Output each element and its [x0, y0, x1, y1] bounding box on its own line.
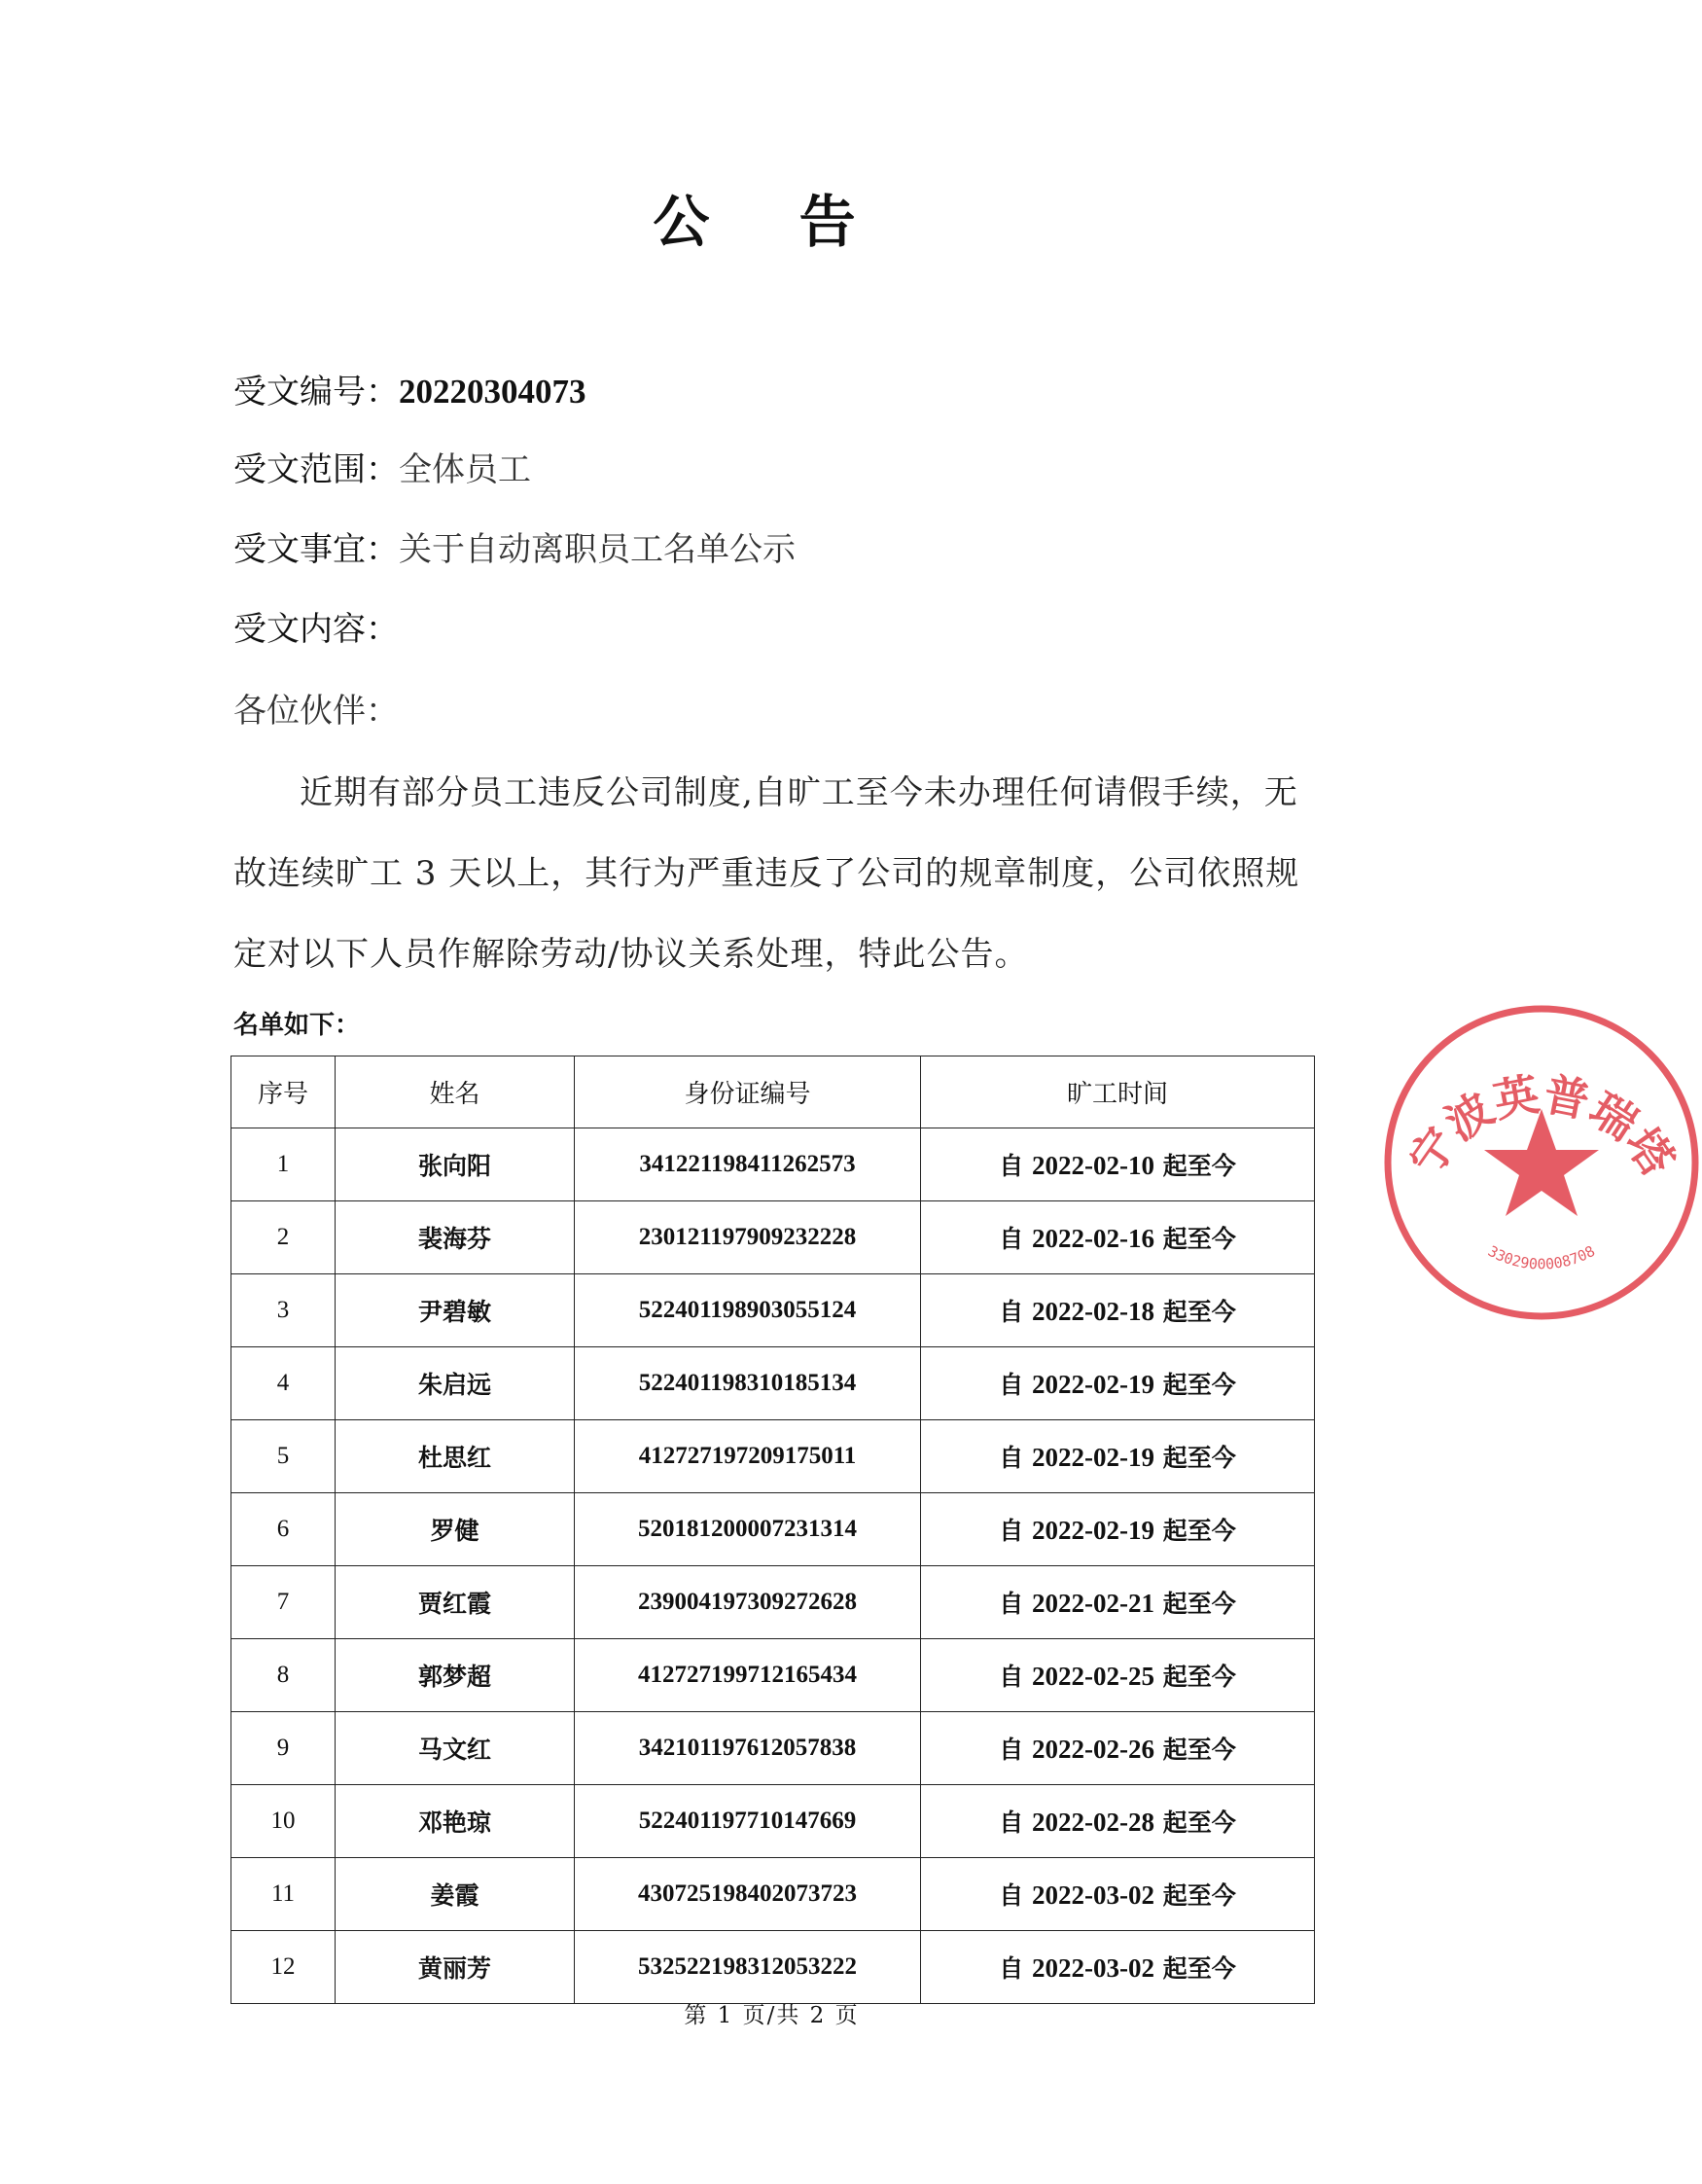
- meta-scope-value: 全体员工: [399, 450, 531, 489]
- row-no: 3: [231, 1274, 336, 1347]
- row-absence-time: [921, 1712, 1315, 1785]
- row-absence-time: [921, 1201, 1315, 1274]
- absence-start-date: 2022-02-28: [1032, 1808, 1154, 1837]
- table-row: [231, 1420, 1315, 1493]
- table-row: [231, 1347, 1315, 1420]
- row-absence-time: [921, 1566, 1315, 1639]
- row-name: 张向阳: [336, 1128, 575, 1201]
- time-prefix: 自: [999, 1736, 1024, 1764]
- time-prefix: 自: [999, 1590, 1024, 1618]
- table-body: [231, 1128, 1315, 2004]
- row-name: 杜思红: [336, 1420, 575, 1493]
- meta-content: [233, 605, 399, 654]
- time-suffix: 起至今: [1162, 1444, 1236, 1472]
- row-absence-time: [921, 1931, 1315, 2004]
- row-name: 黄丽芳: [336, 1931, 575, 2004]
- row-no: 2: [231, 1201, 336, 1274]
- time-prefix: 自: [999, 1808, 1024, 1837]
- table-row: [231, 1639, 1315, 1712]
- list-label: 名单如下：: [233, 1011, 361, 1040]
- row-id-number: 239004197309272628: [575, 1566, 921, 1639]
- row-id-number: 522401197710147669: [575, 1785, 921, 1858]
- meta-doc-number-label: 受文编号：: [233, 373, 399, 412]
- seal-code: 3302900008708: [1485, 1241, 1598, 1273]
- header-time: 旷工时间: [921, 1056, 1315, 1128]
- row-absence-time: [921, 1493, 1315, 1566]
- time-suffix: 起至今: [1162, 1298, 1236, 1326]
- row-name: 罗健: [336, 1493, 575, 1566]
- time-suffix: 起至今: [1162, 1152, 1236, 1180]
- table-row: [231, 1201, 1315, 1274]
- row-absence-time: [921, 1858, 1315, 1931]
- time-suffix: 起至今: [1162, 1225, 1236, 1253]
- row-absence-time: [921, 1347, 1315, 1420]
- time-prefix: 自: [999, 1954, 1024, 1983]
- header-id: 身份证编号: [575, 1056, 921, 1128]
- row-id-number: 230121197909232228: [575, 1201, 921, 1274]
- row-id-number: 522401198310185134: [575, 1347, 921, 1420]
- time-prefix: 自: [999, 1152, 1024, 1180]
- absence-start-date: 2022-02-19: [1032, 1370, 1154, 1399]
- table-row: [231, 1493, 1315, 1566]
- table-row: [231, 1566, 1315, 1639]
- row-no: 12: [231, 1931, 336, 2004]
- row-id-number: 430725198402073723: [575, 1858, 921, 1931]
- absence-start-date: 2022-02-18: [1032, 1297, 1154, 1326]
- greeting: 各位伙伴：: [233, 692, 399, 731]
- seal-stamp-icon: [1381, 1002, 1702, 1323]
- company-seal: [1381, 1002, 1684, 1323]
- table-row: [231, 1712, 1315, 1785]
- time-prefix: 自: [999, 1663, 1024, 1691]
- table-row: [231, 1785, 1315, 1858]
- table-row: [231, 1858, 1315, 1931]
- row-no: 6: [231, 1493, 336, 1566]
- time-suffix: 起至今: [1162, 1517, 1236, 1545]
- absence-start-date: 2022-02-26: [1032, 1735, 1154, 1764]
- time-prefix: 自: [999, 1298, 1024, 1326]
- header-no: 序号: [231, 1056, 336, 1128]
- header-name: 姓名: [336, 1056, 575, 1128]
- row-id-number: 342101197612057838: [575, 1712, 921, 1785]
- row-id-number: 412727199712165434: [575, 1639, 921, 1712]
- absence-start-date: 2022-02-21: [1032, 1589, 1154, 1618]
- row-name: 马文红: [336, 1712, 575, 1785]
- row-id-number: 522401198903055124: [575, 1274, 921, 1347]
- row-name: 贾红霞: [336, 1566, 575, 1639]
- employee-table: [230, 1056, 1315, 2004]
- absence-start-date: 2022-02-16: [1032, 1224, 1154, 1253]
- absence-start-date: 2022-02-19: [1032, 1443, 1154, 1472]
- row-name: 姜霞: [336, 1858, 575, 1931]
- row-name: 邓艳琼: [336, 1785, 575, 1858]
- row-id-number: 412727197209175011: [575, 1420, 921, 1493]
- time-suffix: 起至今: [1162, 1881, 1236, 1910]
- meta-subject-value: 关于自动离职员工名单公示: [399, 530, 796, 569]
- notice-title: 公 告: [653, 189, 891, 255]
- row-no: 7: [231, 1566, 336, 1639]
- row-id-number: 341221198411262573: [575, 1128, 921, 1201]
- time-suffix: 起至今: [1162, 1590, 1236, 1618]
- time-suffix: 起至今: [1162, 1371, 1236, 1399]
- seal-text: 宁波英普瑞塔: [1399, 1067, 1684, 1185]
- table-row: [231, 1931, 1315, 2004]
- time-suffix: 起至今: [1162, 1736, 1236, 1764]
- row-no: 9: [231, 1712, 336, 1785]
- time-prefix: 自: [999, 1881, 1024, 1910]
- time-suffix: 起至今: [1162, 1663, 1236, 1691]
- time-suffix: 起至今: [1162, 1808, 1236, 1837]
- time-prefix: 自: [999, 1517, 1024, 1545]
- meta-doc-number-value: 20220304073: [399, 373, 586, 411]
- absence-start-date: 2022-03-02: [1032, 1880, 1154, 1910]
- meta-scope: [233, 446, 531, 494]
- time-prefix: 自: [999, 1225, 1024, 1253]
- row-no: 1: [231, 1128, 336, 1201]
- row-id-number: 532522198312053222: [575, 1931, 921, 2004]
- time-suffix: 起至今: [1162, 1954, 1236, 1983]
- row-no: 11: [231, 1858, 336, 1931]
- absence-start-date: 2022-02-19: [1032, 1516, 1154, 1545]
- row-absence-time: [921, 1639, 1315, 1712]
- time-prefix: 自: [999, 1371, 1024, 1399]
- row-name: 朱启远: [336, 1347, 575, 1420]
- row-name: 郭梦超: [336, 1639, 575, 1712]
- meta-subject: [233, 525, 796, 574]
- body-paragraph: 近期有部分员工违反公司制度,自旷工至今未办理任何请假手续，无故连续旷工 3 天以上，其行为严重违反了公司的规章制度，公司依照规定对以下人员作解除劳动/协议关系处理，特此公告。: [233, 773, 1300, 974]
- row-id-number: 520181200007231314: [575, 1493, 921, 1566]
- row-name: 尹碧敏: [336, 1274, 575, 1347]
- absence-start-date: 2022-02-25: [1032, 1662, 1154, 1691]
- table-row: [231, 1274, 1315, 1347]
- meta-subject-label: 受文事宜：: [233, 530, 399, 569]
- row-name: 裴海芬: [336, 1201, 575, 1274]
- row-no: 5: [231, 1420, 336, 1493]
- meta-content-label: 受文内容：: [233, 610, 399, 649]
- row-no: 4: [231, 1347, 336, 1420]
- meta-doc-number: [233, 368, 586, 416]
- row-absence-time: [921, 1274, 1315, 1347]
- row-absence-time: [921, 1785, 1315, 1858]
- page-footer: 第 1 页/共 2 页: [684, 2003, 860, 2028]
- table-header-row: [231, 1056, 1315, 1128]
- row-absence-time: [921, 1420, 1315, 1493]
- time-prefix: 自: [999, 1444, 1024, 1472]
- row-no: 8: [231, 1639, 336, 1712]
- row-no: 10: [231, 1785, 336, 1858]
- meta-scope-label: 受文范围：: [233, 450, 399, 489]
- svg-text:3302900008708: [1485, 1242, 1598, 1273]
- row-absence-time: [921, 1128, 1315, 1201]
- absence-start-date: 2022-02-10: [1032, 1151, 1154, 1180]
- absence-start-date: 2022-03-02: [1032, 1953, 1154, 1983]
- table-row: [231, 1128, 1315, 1201]
